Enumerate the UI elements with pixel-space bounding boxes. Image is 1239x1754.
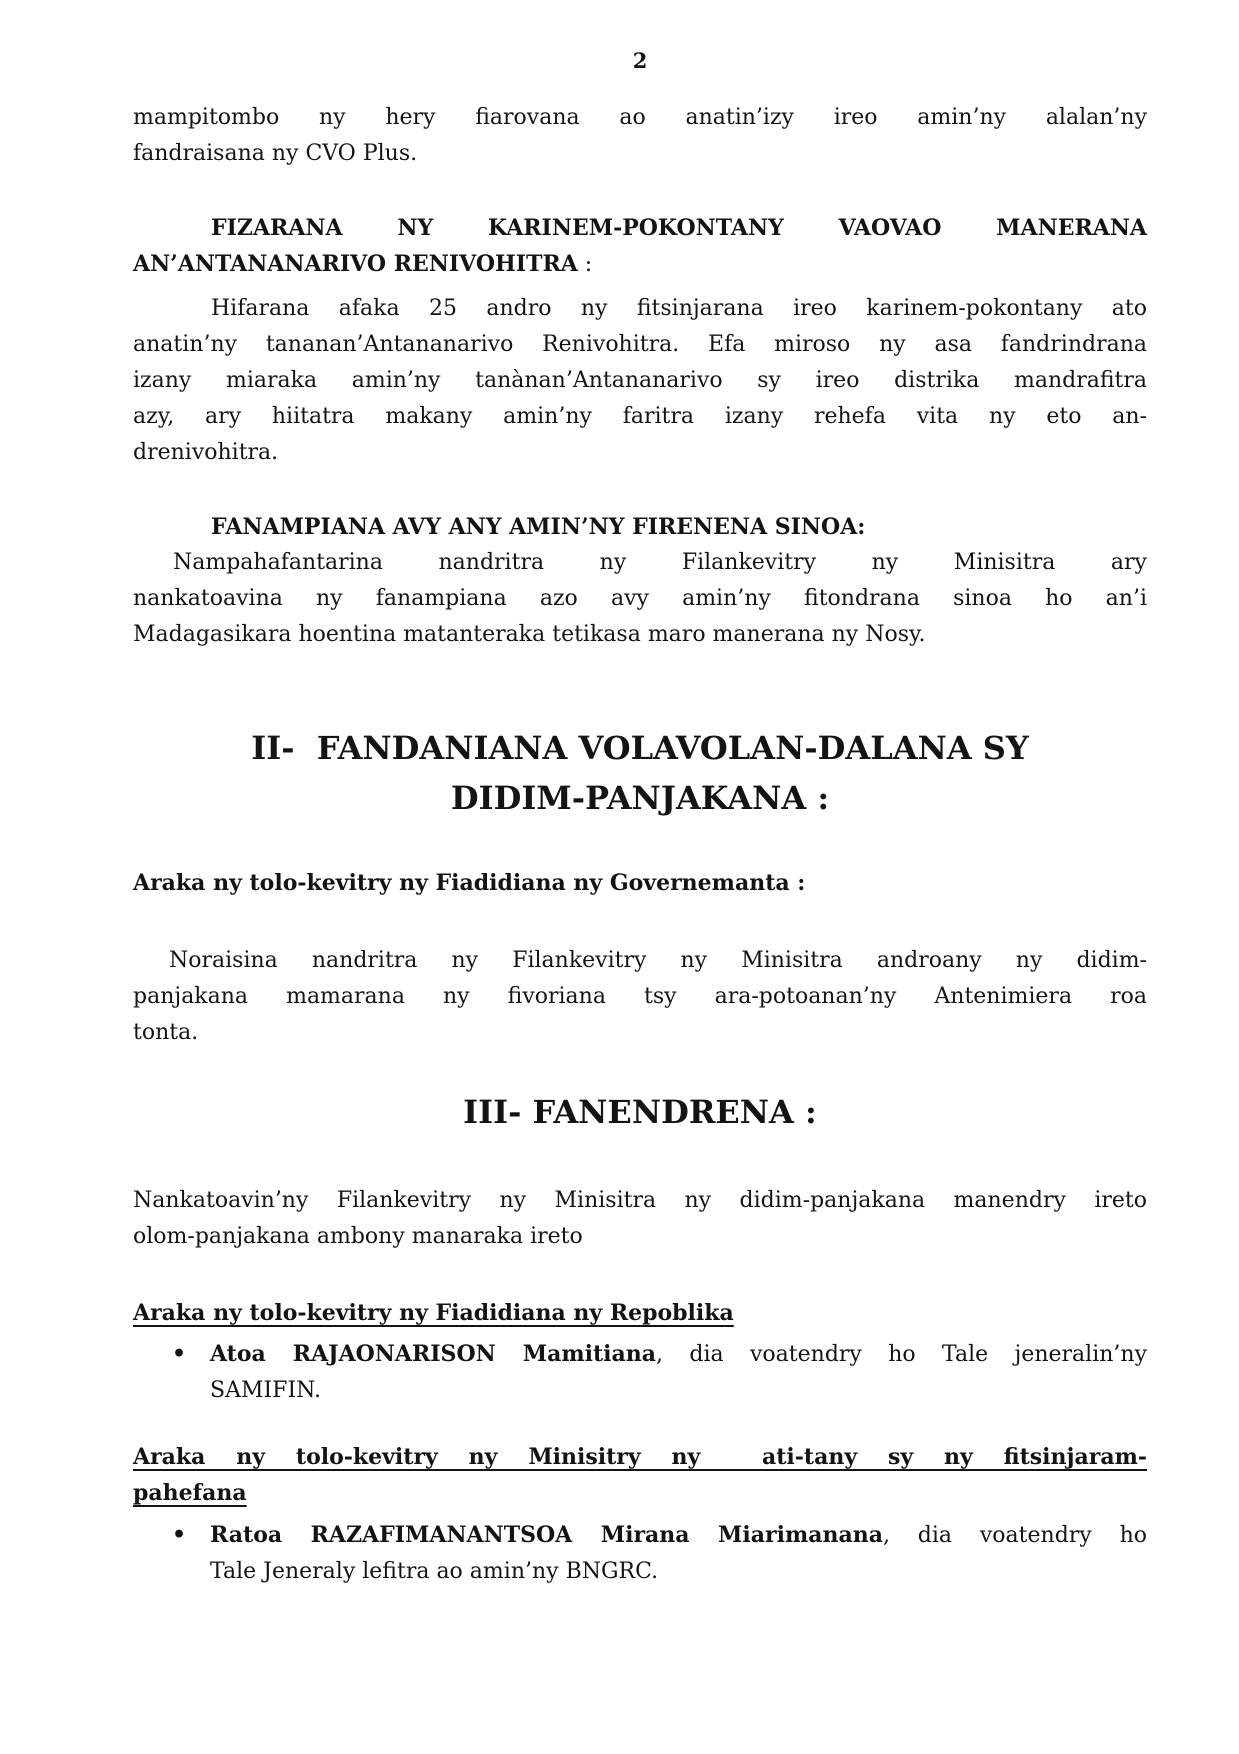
- paragraph-line: mampitombo ny hery fiarovana ao anatin’izy ireo amin’ny alalan’ny: [133, 105, 1147, 130]
- heading-line: FANAMPIANA AVY ANY AMIN’NY FIRENENA SINOA:: [211, 514, 866, 540]
- list-item-rest: , dia voatendry ho Tale jeneralin’ny: [656, 1342, 1147, 1367]
- subheading-line: [133, 1439, 1147, 1475]
- paragraph-line: Madagasikara hoentina matanteraka tetikasa maro manerana ny Nosy.: [133, 622, 926, 647]
- list-item-razafimanantsoa: [133, 1517, 1147, 1590]
- bullet-icon: •: [172, 1522, 187, 1548]
- heading-colon: :: [577, 252, 593, 277]
- heading-text: AN’ANTANANARIVO RENIVOHITRA: [133, 251, 578, 277]
- list-item-rajaonarison: [133, 1336, 1147, 1409]
- subheading-text: Araka ny tolo-kevitry ny Fiadidiana ny Repoblika: [133, 1300, 734, 1326]
- paragraph-line: Nampahafantarina nandritra ny Filankevitry ny Minisitra ary: [173, 550, 1147, 575]
- paragraph-line: Hifarana afaka 25 andro ny fitsinjarana ireo karinem-pokontany ato: [211, 296, 1147, 321]
- paragraph-fanendrena-intro: [133, 1183, 1147, 1255]
- bullet-icon: •: [172, 1341, 187, 1367]
- subheading-line: [133, 1475, 1147, 1511]
- page-number: 2: [632, 48, 648, 73]
- list-item-line: Tale Jeneraly lefitra ao amin’ny BNGRC.: [210, 1559, 659, 1584]
- heading-line: [133, 246, 1147, 283]
- paragraph-line: fandraisana ny CVO Plus.: [133, 141, 418, 166]
- heading-fizarana: [133, 210, 1147, 283]
- person-name: Atoa RAJAONARISON Mamitiana: [210, 1341, 657, 1367]
- list-item-rest: , dia voatendry ho: [882, 1523, 1147, 1548]
- section-ii-heading: [133, 723, 1147, 823]
- heading-line: FIZARANA NY KARINEM-POKONTANY VAOVAO MANERANA: [211, 215, 1147, 241]
- section-heading-line: II- FANDANIANA VOLAVOLAN-DALANA SY: [251, 729, 1029, 767]
- paragraph-line: Noraisina nandritra ny Filankevitry ny Minisitra androany ny didim-: [169, 948, 1147, 973]
- paragraph-line: Nankatoavin’ny Filankevitry ny Minisitra ny didim-panjakana manendry ireto: [133, 1188, 1147, 1213]
- paragraph-line: olom-panjakana ambony manaraka ireto: [133, 1224, 583, 1249]
- subheading-minisitry: [133, 1439, 1147, 1511]
- section-heading-line: III- FANENDRENA :: [463, 1093, 817, 1131]
- list-item-line: [210, 1336, 1147, 1373]
- paragraph-didim: [133, 943, 1147, 1051]
- section-heading-line: DIDIM-PANJAKANA :: [450, 779, 830, 817]
- paragraph-line: nankatoavina ny fanampiana azo avy amin’ny fitondrana sinoa ho an’i: [133, 586, 1147, 611]
- paragraph-sinoa: [133, 545, 1147, 653]
- list-item-line: [210, 1517, 1147, 1554]
- paragraph-intro: [133, 100, 1147, 172]
- paragraph-karinem: [133, 291, 1147, 471]
- list-item-text: [210, 1336, 1147, 1409]
- paragraph-line: izany miaraka amin’ny tanànan’Antananarivo sy ireo distrika mandrafitra: [133, 368, 1147, 393]
- paragraph-line: azy, ary hiitatra makany amin’ny faritra izany rehefa vita ny eto an-: [133, 404, 1147, 429]
- person-name: Ratoa RAZAFIMANANTSOA Mirana Miarimanana: [210, 1522, 883, 1548]
- section-iii-heading: [133, 1087, 1147, 1137]
- subheading-text: pahefana: [133, 1480, 247, 1506]
- heading-fanampiana: [133, 509, 1147, 545]
- subheading-line: [133, 1295, 1147, 1331]
- subheading-line: Araka ny tolo-kevitry ny Fiadidiana ny Governemanta :: [133, 870, 806, 896]
- paragraph-line: anatin’ny tananan’Antananarivo Renivohitra. Efa miroso ny asa fandrindrana: [133, 332, 1147, 357]
- subheading-repoblika: [133, 1295, 1147, 1331]
- subheading-text: Araka ny tolo-kevitry ny Minisitry ny ati-tany sy ny fitsinjaram-: [133, 1444, 1147, 1470]
- paragraph-line: drenivohitra.: [133, 440, 279, 465]
- list-item-text: [210, 1517, 1147, 1590]
- list-item-line: SAMIFIN.: [210, 1378, 321, 1403]
- subheading-governemanta: [133, 865, 1147, 901]
- paragraph-line: tonta.: [133, 1020, 199, 1045]
- paragraph-line: panjakana mamarana ny fivoriana tsy ara-potoanan’ny Antenimiera roa: [133, 984, 1147, 1009]
